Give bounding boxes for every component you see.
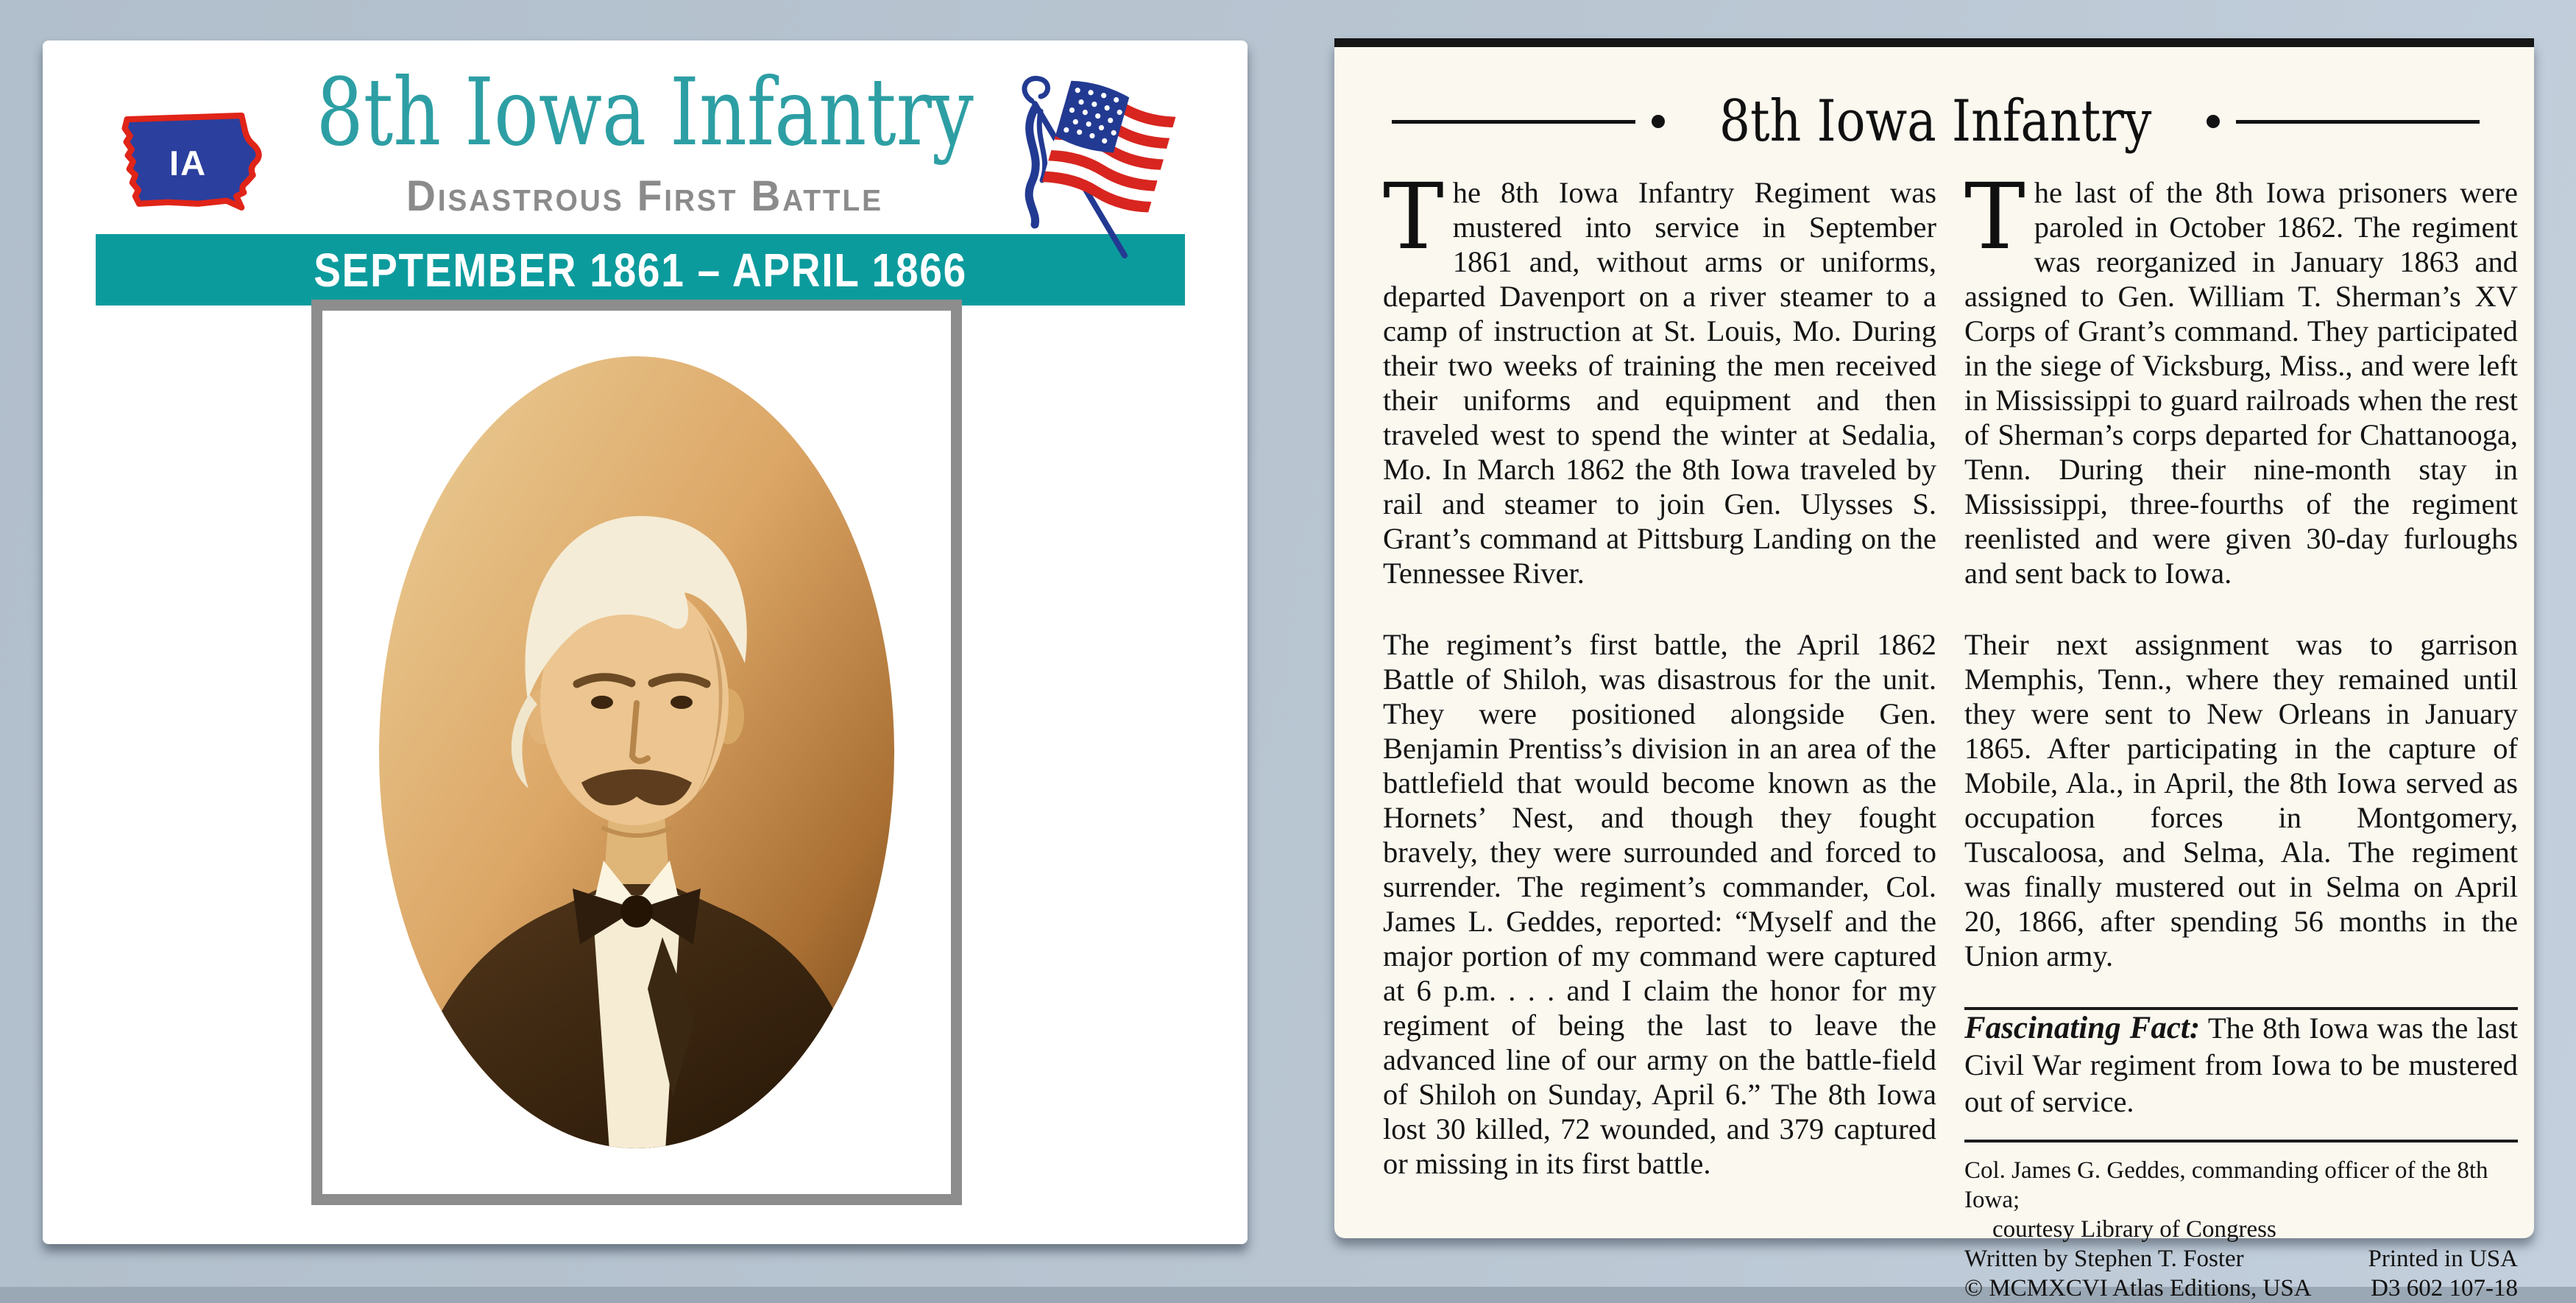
back-header <box>1392 81 2480 162</box>
portrait-frame <box>311 300 962 1205</box>
paragraph-parole-vicksburg: The last of the 8th Iowa prisoners were paroled in October 1862. The regiment was reorganized in January 1863 and assigned to Gen. William T. Sherman’s XV Corps of Grant’s command. They participated in the siege of Vicksburg, Miss., and were left in Mississippi to guard railroads when the rest of Sherman’s corps departed for Chattanooga, Tenn. During their nine-month stay in Mississippi, three-fourths of the regiment reenlisted and were given 30-day furloughs and sent back to Iowa. <box>1964 164 2518 590</box>
column-left <box>1383 164 1936 1303</box>
header-rule-right <box>2236 120 2480 124</box>
card-back <box>1334 38 2534 1302</box>
us-flag-icon <box>1013 70 1191 269</box>
credit-product-code: D3 602 107-18 <box>2371 1275 2518 1302</box>
fascinating-fact-text: The 8th Iowa was the last Civil War regiment from Iowa to be mustered out of service. <box>1964 1011 2518 1118</box>
credit-printed-in: Printed in USA <box>2368 1246 2518 1272</box>
front-card-subtitle-text: Disastrous First Battle <box>406 172 884 220</box>
front-card-title-text: 8th Iowa Infantry <box>316 58 974 166</box>
fascinating-fact-label: Fascinating Fact: <box>1964 1011 2201 1045</box>
header-rule-left <box>1392 120 1635 124</box>
header-dot-right <box>2207 115 2220 128</box>
card-top-edge-shadow <box>1334 38 2534 47</box>
paragraph-service-entry: The 8th Iowa Infantry Regiment was mustered into service in September 1861 and, without arms or uniforms, departed Davenport on a river steamer to a camp of instruction at St. Louis, Mo. During their two weeks of training the men received their uniforms and equipment and then traveled west to spend the winter at Sedalia, Mo. In March 1862 the 8th Iowa traveled by rail and steamer to join Gen. Ulysses S. Grant’s command at Pittsburg Landing on the Tennessee River. <box>1383 164 1936 590</box>
credit-copyright: © MCMXCVI Atlas Editions, USA <box>1964 1275 2312 1302</box>
back-title: 8th Iowa Infantry <box>1719 88 2152 155</box>
state-abbr-label: IA <box>169 143 208 183</box>
credit-photo-line2: courtesy Library of Congress <box>1992 1216 2276 1243</box>
fascinating-fact <box>1964 1010 2518 1120</box>
card-front <box>43 40 1248 1244</box>
fact-divider-bottom <box>1964 1140 2518 1143</box>
header-dot-left <box>1652 115 1665 128</box>
body-columns <box>1383 164 2518 1303</box>
portrait-photo <box>377 354 896 1151</box>
column-right <box>1964 164 2518 1303</box>
credit-writer: Written by Stephen T. Foster <box>1964 1246 2244 1272</box>
paragraph-muster-out: Their next assignment was to garrison Memphis, Tenn., where they remained until they were sent to New Orleans in January 1865. After participating in the capture of Mobile, Ala., in April, the 8th Iowa served as occupation forces in Montgomery, Tuscaloosa, and Selma, Ala. The regiment was finally mustered out in Selma on April 20, 1866, after spending 56 months in the Union army. <box>1964 628 2518 972</box>
date-banner-text: SEPTEMBER 1861 – APRIL 1866 <box>314 243 967 297</box>
credits-block <box>1964 1156 2518 1303</box>
credit-photo-line1: Col. James G. Geddes, commanding officer of the 8th Iowa; <box>1964 1157 2488 1213</box>
paragraph-shiloh: The regiment’s first battle, the April 1862 Battle of Shiloh, was disastrous for the unit. They were positioned alongside Gen. Benjamin Prentiss’s division in an area of the battlefield that would become known as the Hornets’ Nest, and though they fought bravely, they were surrounded and forced to surrender. The regiment’s commander, Col. James L. Geddes, reported: “Myself and the major portion of my command were captured at 6 p.m. . . . and I claim the honor for my regiment of being the last to leave the advanced line of our army on the battle-field of Shiloh on Sunday, April 6.” The 8th Iowa lost 30 killed, 72 wounded, and 379 captured or missing in its first battle. <box>1383 628 1936 1180</box>
